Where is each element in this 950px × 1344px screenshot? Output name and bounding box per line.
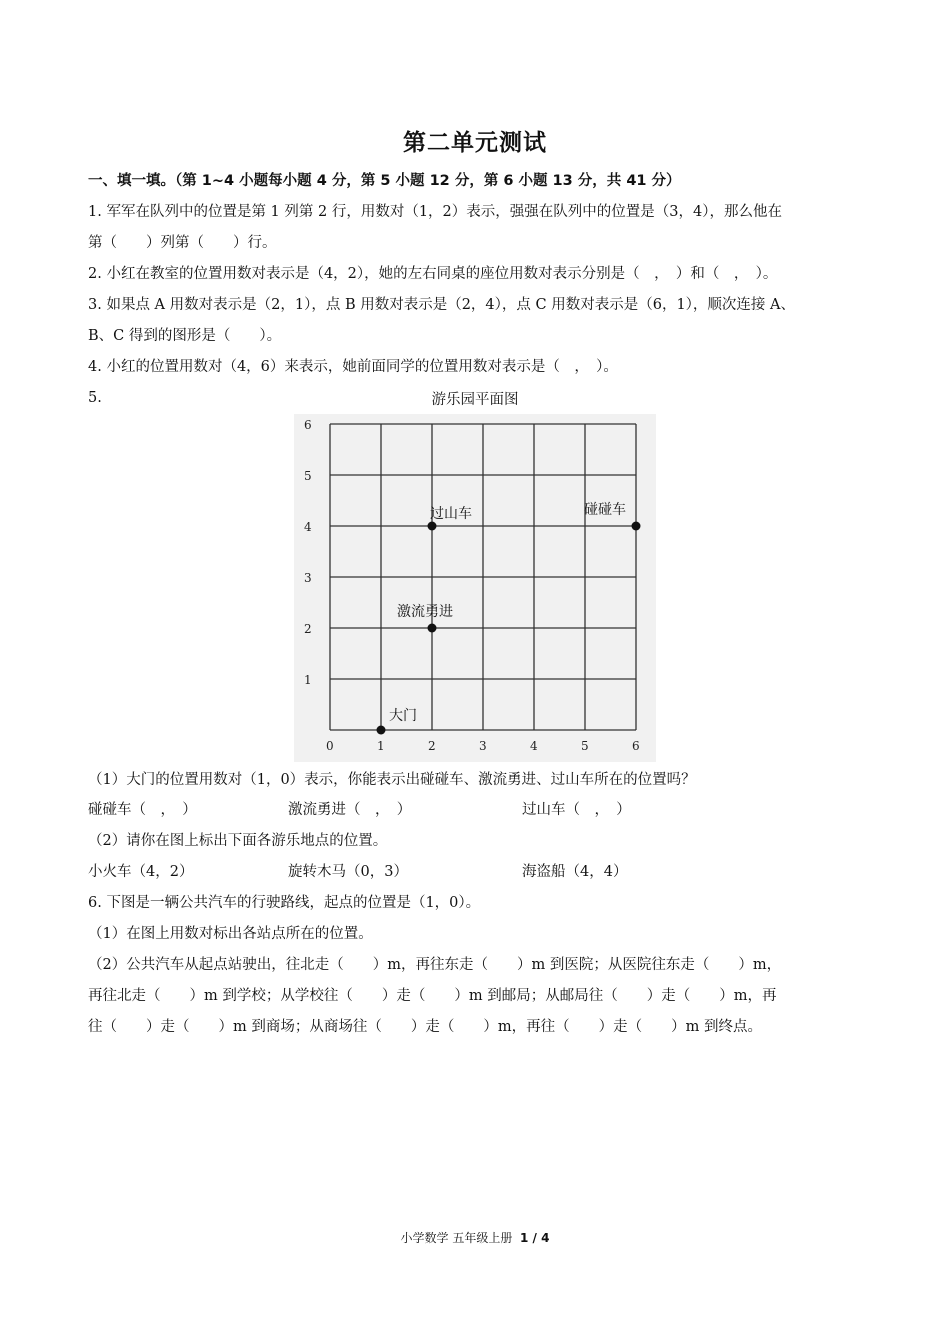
- x-tick-label: 4: [530, 739, 538, 753]
- question-3-line-2: B、C 得到的图形是（ ）。: [88, 328, 282, 344]
- question-6-part-2-line-3: 往（ ）走（ ）m 到商场；从商场往（ ）走（ ）m，再往（ ）走（ ）m 到终点。: [88, 1019, 762, 1035]
- question-6-part-2-line-2: 再往北走（ ）m 到学校；从学校往（ ）走（ ）m 到邮局；从邮局往（ ）走（ ）m，再: [88, 988, 777, 1004]
- page-footer: [0, 1229, 950, 1246]
- y-tick-label: 1: [304, 673, 312, 687]
- answer-roller-coaster: 过山车（ ， ）: [522, 802, 631, 818]
- question-6-part-2-line-1: （2）公共汽车从起点站驶出，往北走（ ）m，再往东走（ ）m 到医院；从医院往东走（ ）m，: [88, 957, 782, 973]
- answer-rapids: 激流勇进（ ， ）: [288, 802, 412, 818]
- question-5-part-1: （1）大门的位置用数对（1，0）表示，你能表示出碰碰车、激流勇进、过山车所在的位置吗？: [88, 772, 696, 788]
- y-tick-label: 5: [304, 469, 312, 483]
- y-tick-label: 6: [304, 418, 312, 432]
- x-tick-label: 5: [581, 739, 589, 753]
- item-mini-train: 小火车（4，2）: [88, 864, 194, 880]
- x-tick-label: 1: [377, 739, 385, 753]
- question-1-line-1: 1. 军军在队列中的位置是第 1 列第 2 行，用数对（1，2）表示，强强在队列中的位置是（3，4），那么他在: [88, 204, 782, 220]
- x-tick-label: 0: [326, 739, 334, 753]
- item-carousel: 旋转木马（0，3）: [288, 864, 408, 880]
- map-point-label: 大门: [389, 708, 417, 724]
- map-grid: [294, 414, 656, 762]
- x-tick-label: 6: [632, 739, 640, 753]
- y-tick-label: 3: [304, 571, 312, 585]
- map-point: [428, 624, 437, 633]
- y-tick-label: 4: [304, 520, 312, 534]
- question-1-line-2: 第（ ）列第（ ）行。: [88, 235, 277, 251]
- footer-text: 小学数学 五年级上册: [400, 1231, 513, 1245]
- map-point: [377, 726, 386, 735]
- amusement-park-map: [294, 414, 656, 762]
- x-tick-label: 3: [479, 739, 487, 753]
- question-6-part-1: （1）在图上用数对标出各站点所在的位置。: [88, 926, 373, 942]
- footer-page-number: 1 / 4: [520, 1231, 550, 1245]
- section-heading-fill-in: 一、填一填。（第 1~4 小题每小题 4 分，第 5 小题 12 分，第 6 小题 13 分，共 41 分）: [88, 173, 681, 189]
- map-point: [428, 522, 437, 531]
- map-point-label: 激流勇进: [397, 604, 453, 620]
- map-point-label: 过山车: [430, 506, 472, 522]
- page-title: 第二单元测试: [403, 130, 547, 156]
- question-2: 2. 小红在教室的位置用数对表示是（4，2），她的左右同桌的座位用数对表示分别是（ ， ）和（ ， ）。: [88, 266, 778, 282]
- map-point-label: 碰碰车: [584, 502, 626, 518]
- x-tick-label: 2: [428, 739, 436, 753]
- y-tick-label: 2: [304, 622, 312, 636]
- answer-bumper-cars: 碰碰车（ ， ）: [88, 802, 197, 818]
- question-3-line-1: 3. 如果点 A 用数对表示是（2，1），点 B 用数对表示是（2，4），点 C 用数对表示是（6，1），顺次连接 A、: [88, 297, 795, 313]
- map-title: 游乐园平面图: [431, 392, 519, 408]
- question-6: 6. 下图是一辆公共汽车的行驶路线，起点的位置是（1，0）。: [88, 895, 481, 911]
- question-4: 4. 小红的位置用数对（4，6）来表示，她前面同学的位置用数对表示是（ ， ）。: [88, 359, 618, 375]
- item-pirate-ship: 海盗船（4，4）: [522, 864, 628, 880]
- map-point: [632, 522, 641, 531]
- question-5-number: 5.: [88, 390, 102, 406]
- question-5-part-2: （2）请你在图上标出下面各游乐地点的位置。: [88, 833, 388, 849]
